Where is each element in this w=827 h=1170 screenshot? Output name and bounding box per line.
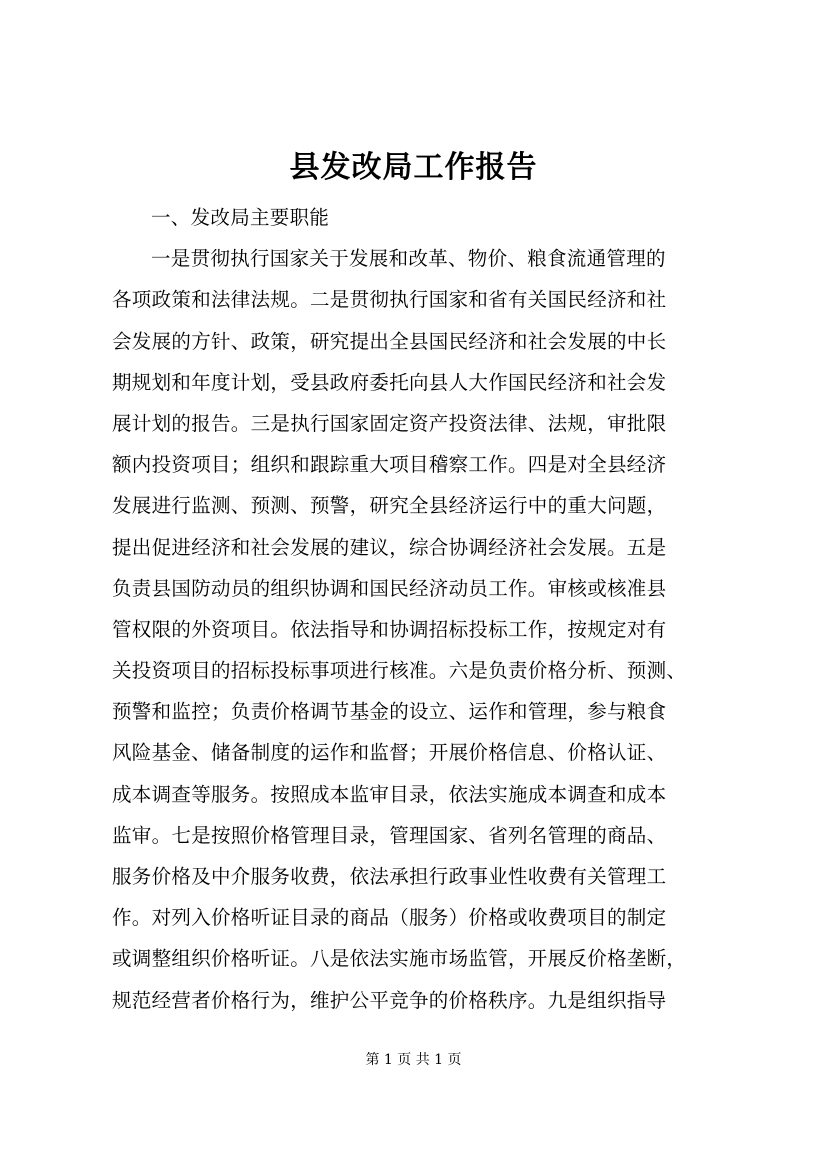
paragraph-line: 期规划和年度计划，受县政府委托向县人大作国民经济和社会发 [112, 370, 667, 394]
section-heading: 一、发改局主要职能 [151, 206, 330, 229]
paragraph-line: 风险基金、储备制度的运作和监督；开展价格信息、价格认证、 [112, 741, 667, 765]
paragraph-line: 会发展的方针、政策，研究提出全县国民经济和社会发展的中长 [112, 329, 667, 353]
paragraph-line: 规范经营者价格行为，维护公平竞争的价格秩序。九是组织指导 [112, 988, 667, 1012]
paragraph-line: 提出促进经济和社会发展的建议，综合协调经济社会发展。五是 [112, 535, 667, 559]
document-title: 县发改局工作报告 [289, 150, 538, 185]
paragraph-line: 成本调查等服务。按照成本监审目录，依法实施成本调查和成本 [112, 782, 667, 806]
paragraph-line: 监审。七是按照价格管理目录，管理国家、省列名管理的商品、 [112, 823, 667, 847]
paragraph-line: 展计划的报告。三是执行国家固定资产投资法律、法规，审批限 [112, 411, 667, 435]
paragraph-line: 预警和监控；负责价格调节基金的设立、运作和管理，参与粮食 [112, 700, 667, 724]
paragraph-line: 一是贯彻执行国家关于发展和改革、物价、粮食流通管理的 [151, 247, 666, 271]
paragraph-line: 关投资项目的招标投标事项进行核准。六是负责价格分析、预测、 [112, 659, 687, 683]
paragraph-line: 或调整组织价格听证。八是依法实施市场监管，开展反价格垄断， [112, 947, 687, 971]
paragraph-line: 负责县国防动员的组织协调和国民经济动员工作。审核或核准县 [112, 576, 667, 600]
paragraph-line: 发展进行监测、预测、预警，研究全县经济运行中的重大问题， [112, 494, 667, 518]
paragraph-line: 作。对列入价格听证目录的商品（服务）价格或收费项目的制定 [112, 906, 667, 930]
document-body [112, 197, 752, 1021]
paragraph-line: 服务价格及中介服务收费，依法承担行政事业性收费有关管理工 [112, 865, 667, 888]
page-number-footer: 第 1 页 共 1 页 [365, 1052, 462, 1068]
paragraph-line: 各项政策和法律法规。二是贯彻执行国家和省有关国民经济和社 [112, 288, 667, 312]
paragraph-line: 额内投资项目；组织和跟踪重大项目稽察工作。四是对全县经济 [112, 453, 667, 477]
paragraph-line: 管权限的外资项目。依法指导和协调招标投标工作，按规定对有 [112, 617, 667, 641]
